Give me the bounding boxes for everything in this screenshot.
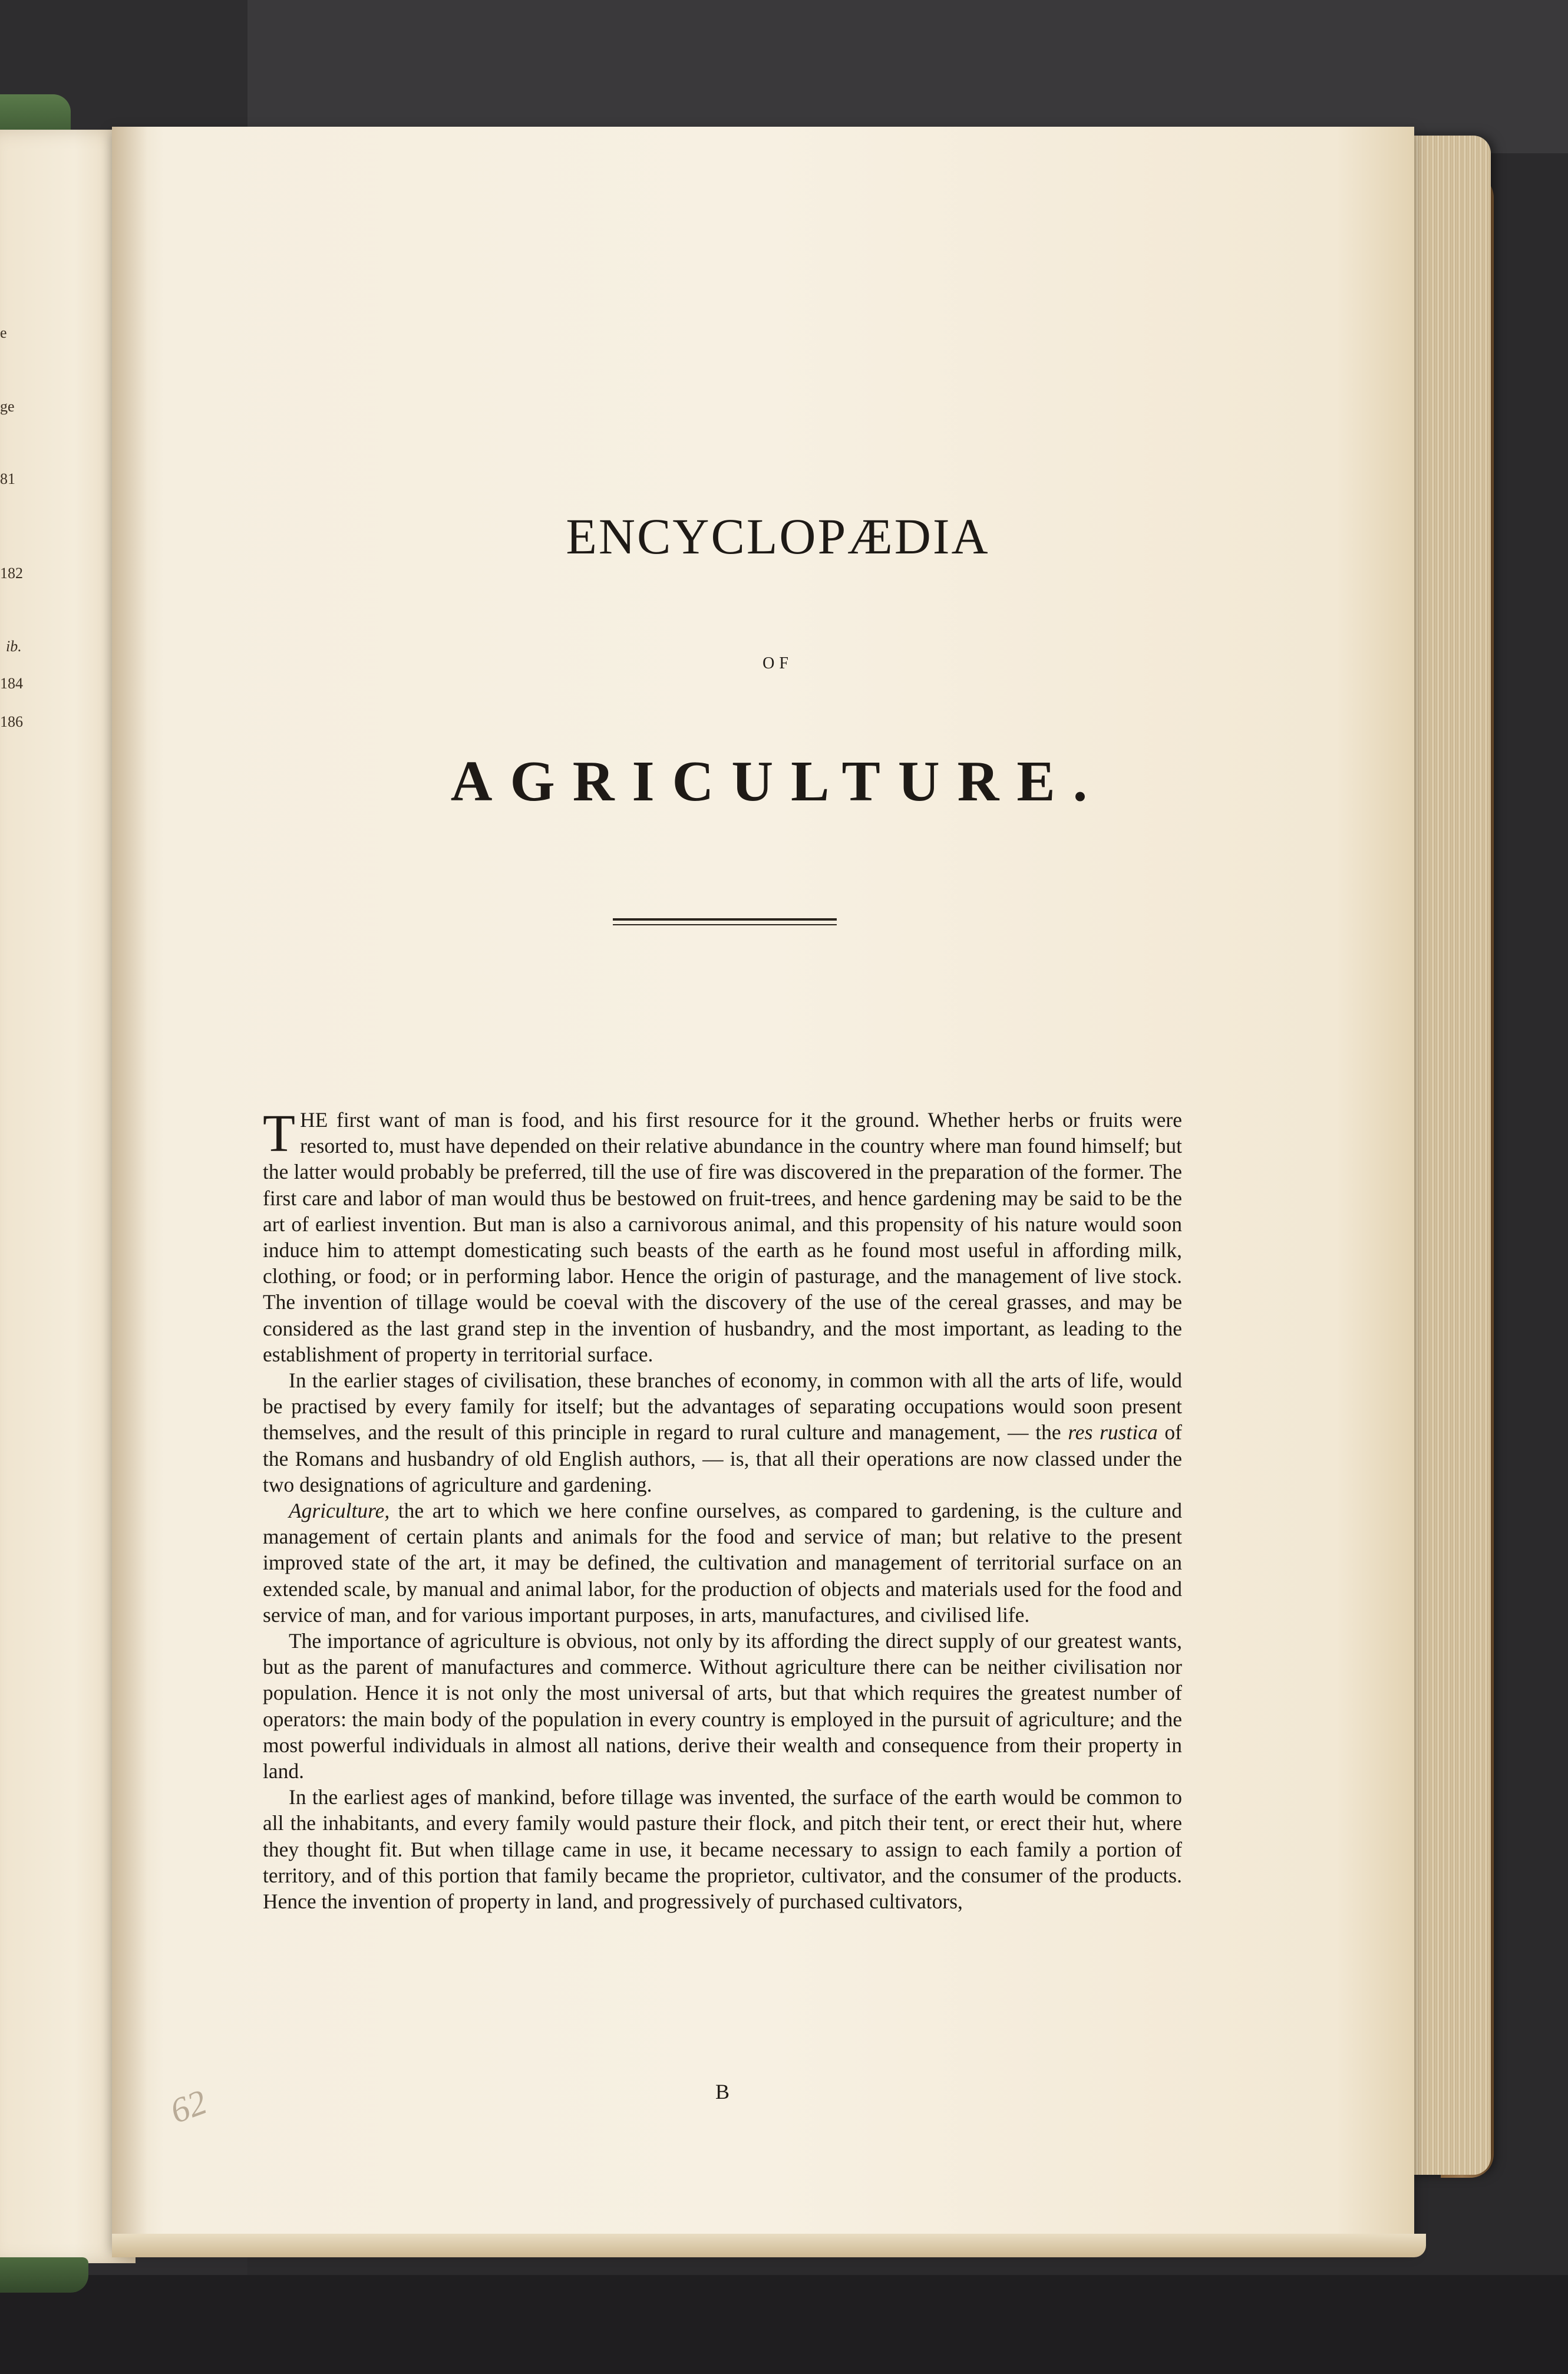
page-edges (1408, 136, 1491, 2175)
italic-term: res rustica (1068, 1420, 1158, 1445)
paragraph (263, 1628, 1182, 1784)
page-bottom-edge (112, 2234, 1426, 2257)
margin-number: 184 (0, 675, 23, 692)
signature-mark: B (715, 2080, 729, 2103)
margin-number: 81 (0, 470, 15, 487)
paragraph (263, 1498, 1182, 1628)
left-cover-corner-bottom (0, 2257, 88, 2293)
ornamental-rule (613, 918, 837, 925)
paragraph-text: HE first want of man is food, and his first resource for it the ground. Whether herbs or fruits were resorted to, must have depended on their relative abundance in the country where man found himself; but the latter would probably be preferred, till the use of fire was discovered in the preparation of the former. The first care and labor of man would thus be bestowed on fruit-trees, and hence gardening may be said to be the art of earliest invention. But man is also a carnivorous animal, and this propensity of his nature would soon induce him to attempt domesticating such beasts of the earth as he found most useful in affording milk, clothing, or food; or in performing labor. Hence the origin of pasturage, and the management of live stock. The invention of tillage would be coeval with the discovery of the use of the cereal grasses, and may be considered as the last grand step in the invention of husbandry, and the most important, as leading to the establishment of property in territorial surface. (263, 1108, 1182, 1366)
page-subtitle: AGRICULTURE. (450, 750, 1105, 813)
page-title: ENCYCLOPÆDIA (566, 508, 990, 565)
paragraph (263, 1104, 1182, 1367)
paragraph-text: In the earliest ages of mankind, before tillage was invented, the surface of the earth would be common to all the inhabitants, and every family would pasture their flock, and pitch their tent, or erect their hut, where they thought fit. But when tillage came in use, it became necessary to assign to each family a portion of territory, and of this portion that family became the proprietor, cultivator, and the consumer of the products. Hence the invention of property in land, and progressively of purchased cultivators, (263, 1785, 1182, 1914)
background-bottom (0, 2275, 1568, 2374)
paragraph (263, 1784, 1182, 1914)
paragraph-text: In the earlier stages of civilisation, these branches of economy, in common with all the arts of life, would be practised by every family for itself; but the advantages of separating occupations would soon present themselves, and the result of this principle in regard to rural culture and management, — the (263, 1369, 1182, 1445)
gutter-shadow (112, 127, 147, 2248)
paragraph-text: the art to which we here confine ourselves, as compared to gardening, is the culture and management of certain plants and animals for the food and service of man; but relative to the present improved state of the art, it may be defined, the cultivation and management of territorial surface on an extended scale, by manual and animal labor, for the production of objects and materials used for the food and service of man, and for various important purposes, in arts, manufactures, and civilised life. (263, 1499, 1182, 1627)
margin-number: e (0, 324, 7, 341)
margin-number: ib. (6, 638, 22, 655)
margin-number: ge (0, 398, 15, 415)
margin-number: 182 (0, 565, 23, 582)
paragraph (263, 1367, 1182, 1498)
paragraph-text: of the Romans and husbandry of old English authors, — is, that all their operations are now classed under the two designations of agriculture and gardening. (263, 1420, 1182, 1496)
body-text (263, 1104, 1182, 1914)
pencil-annotation: 62 (165, 2082, 212, 2131)
paragraph-text: The importance of agriculture is obvious, not only by its affording the direct supply of our greatest wants, but as the parent of manufactures and commerce. Without agriculture there can be neither civilisation nor population. Hence it is not only the most universal of arts, but that which requires the greatest number of operators: the main body of the population in every country is employed in the pursuit of agriculture; and the most powerful individuals in almost all nations, derive their wealth and consequence from their property in land. (263, 1629, 1182, 1783)
drop-cap: T (263, 1104, 295, 1163)
margin-number: 186 (0, 713, 23, 730)
italic-term: Agriculture, (289, 1499, 390, 1523)
title-connector: OF (762, 654, 793, 672)
